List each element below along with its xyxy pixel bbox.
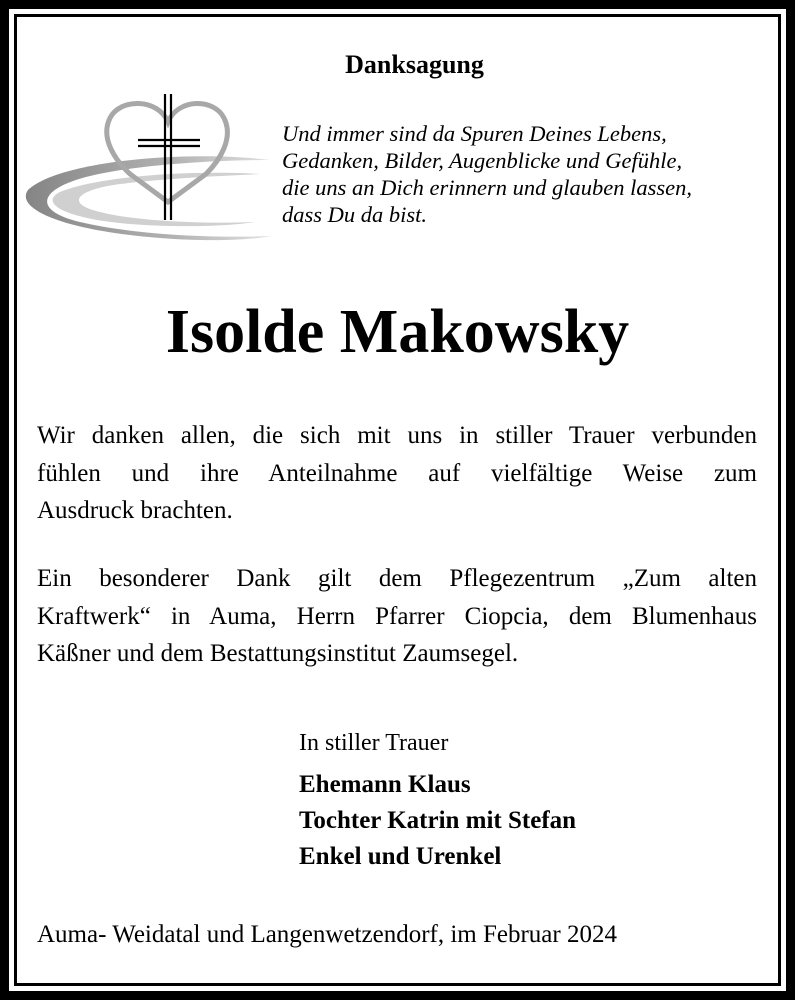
paragraph-line: fühlen und ihre Anteilnahme auf vielfältige Weise zum [37,459,757,487]
paragraph-line: Käßner und dem Bestattungsinstitut Zaumsegel. [37,640,519,667]
mourner-name: Tochter Katrin mit Stefan [299,807,577,834]
heading: Danksagung [345,50,484,79]
mourners-list [299,767,576,875]
paragraph-line: Wir danken allen, die sich mit uns in stiller Trauer verbunden [37,422,757,449]
quote-line: die uns an Dich erinnern und glauben lassen, [282,175,692,200]
quote-line: Gedanken, Bilder, Augenblicke und Gefühle, [282,148,683,173]
heart-cross-swoosh-icon [20,90,280,250]
mourner-name: Enkel und Urenkel [299,843,502,870]
thanks-paragraph [37,417,757,530]
special-thanks-paragraph [37,560,757,673]
mourner-name: Ehemann Klaus [299,771,471,798]
quote-line: Und immer sind da Spuren Deines Lebens, [282,121,667,146]
memorial-quote [282,120,762,228]
paragraph-line: Ausdruck brachten. [37,497,233,524]
place-date: Auma- Weidatal und Langenwetzendorf, im Februar 2024 [37,921,617,948]
deceased-name: Isolde Makowsky [165,298,630,366]
paragraph-line: Ein besonderer Dank gilt dem Pflegezentrum „Zum alten [37,565,757,592]
quote-line: dass Du da bist. [282,202,428,227]
paragraph-line: Kraftwerk“ in Auma, Herrn Pfarrer Ciopcia, dem Blumenhaus [37,602,757,630]
signoff: In stiller Trauer [299,730,449,756]
